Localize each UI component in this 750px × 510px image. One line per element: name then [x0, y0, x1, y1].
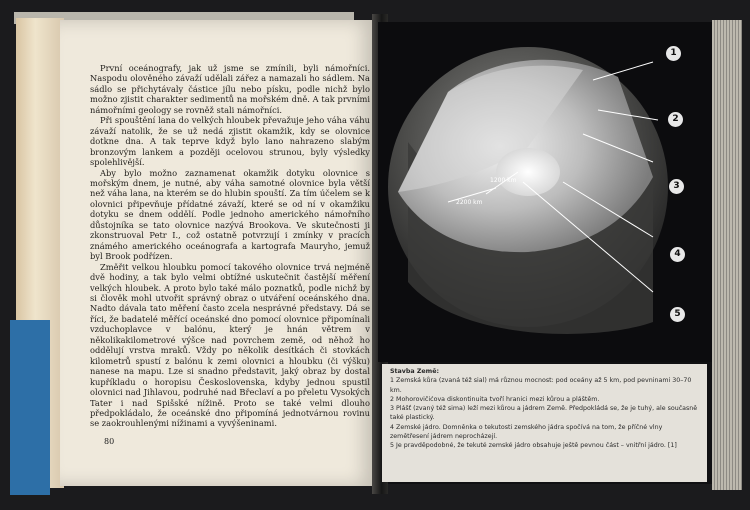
earth-cross-section-figure [378, 22, 712, 362]
blue-cover-edge [10, 320, 50, 495]
dim-label-outer: 2200 km [456, 199, 483, 206]
number-badge-3: 3 [669, 179, 684, 194]
caption-title: Stavba Země: [390, 368, 440, 375]
caption-line: 4 Zemské jádro. Domněnka o tekutosti zemského jádra spočívá na tom, že příčné vlny zemětřesení jádrem neprocházejí. [390, 423, 663, 441]
number-badge-1: 1 [666, 46, 681, 61]
paragraph: První oceánografy, jak už jsme se zmínili, byli námořníci. Naspodu olověného závaží udělali zářez a namazali ho sádlem. Na sádlo se přichytávaly částice jílu nebo písku, podle nichž bylo možno zjistit charakter sedimentů na mořském dně. A tak prvními námořními geology se rovněž stali námořníci. [90, 63, 370, 115]
paragraph: Aby bylo možno zaznamenat okamžik dotyku olovnice s mořským dnem, je nutné, aby váha samotné olovnice byla větší než váha lana, na kterém se do hlubin spouští. Za tím účelem se k olovnici připevňuje přídatné závaží, které se od ní v okamžiku dotyku se dnem oddělí. Podle jednoho amerického námořního důstojníka se tato olovnice nazývá Brookova. Ve skutečnosti ji zkonstruoval Petr I., což ostatně potvrzují i zmínky v pracích známého amerického oceánografa a kartografa Mauryho, jemuž byl Brook podřízen. [90, 167, 370, 262]
left-page-text [90, 63, 370, 429]
dim-label-inner: 1200 km [490, 177, 517, 184]
right-page-stack [712, 20, 742, 490]
caption-line: 1 Zemská kůra (zvaná též sial) má různou mocnost: pod oceány až 5 km, pod pevninami 30–70 km. [390, 377, 692, 394]
paragraph: Při spouštění lana do velkých hloubek převažuje jeho váha váhu závaží natolik, že se už nedá zjistit okamžik, kdy se olovnice dotkne dna. A tak teprve když bylo lano nahrazeno slabým bronzovým lankem a později ocelovou strunou, byly výsledky spolehlivější. [90, 115, 370, 168]
earth-core [496, 148, 560, 196]
caption-line: 5 Je pravděpodobné, že tekuté zemské jádro obsahuje ještě pevnou část – vnitřní jádro. [1] [390, 442, 677, 450]
caption-line: 3 Plášť (zvaný též sima) leží mezi kůrou a jádrem Země. Předpokládá se, že je tuhý, ale současně také plastický. [390, 405, 698, 422]
number-badge-5: 5 [670, 307, 685, 322]
paragraph: Změřit velkou hloubku pomocí takového olovnice trvá nejméně dvě hodiny, a tak bylo velmi obtížné uskutečnit častější měření velkých hloubek. A proto bylo také málo poznatků, podle nichž by si člověk mohl utvořit správný obraz o utváření oceánského dna. Nadto dávala tato měření často zcela nesprávné představy. Dá se říci, že badatelé měřící oceánské dno pomocí olovnice připomínali vzduchoplavce v balónu, který je hnán větrem v několikakilometrové výšce nad povrchem země, od něhož ho oddělují vrstva mraků. Vždy po několik desítkách či stovkách kilometrů spustí z balónu k zemi olovnici a hloubku (či výšku) nanese na mapu. Lze si snadno představit, jaký obraz by dostal kupříkladu o horopisu Československa, kdyby jednou spustil olovnici nad Jihlavou, podruhé nad Břeclaví a po přeletu Vysokých Tater i nad Spišské nížině. Proto se také velmi dlouho předpokládalo, že oceánské dno připomíná jednotvárnou rovinu se zaokrouhlenými nížinami a vyvýšeninami. [90, 261, 370, 429]
page-number: 80 [104, 437, 115, 446]
number-badge-2: 2 [668, 112, 683, 127]
figure-caption [382, 364, 707, 482]
caption-line: 2 Mohorovičićova diskontinuita tvoří hranici mezi kůrou a pláštěm. [390, 395, 600, 403]
number-badge-4: 4 [670, 247, 685, 262]
